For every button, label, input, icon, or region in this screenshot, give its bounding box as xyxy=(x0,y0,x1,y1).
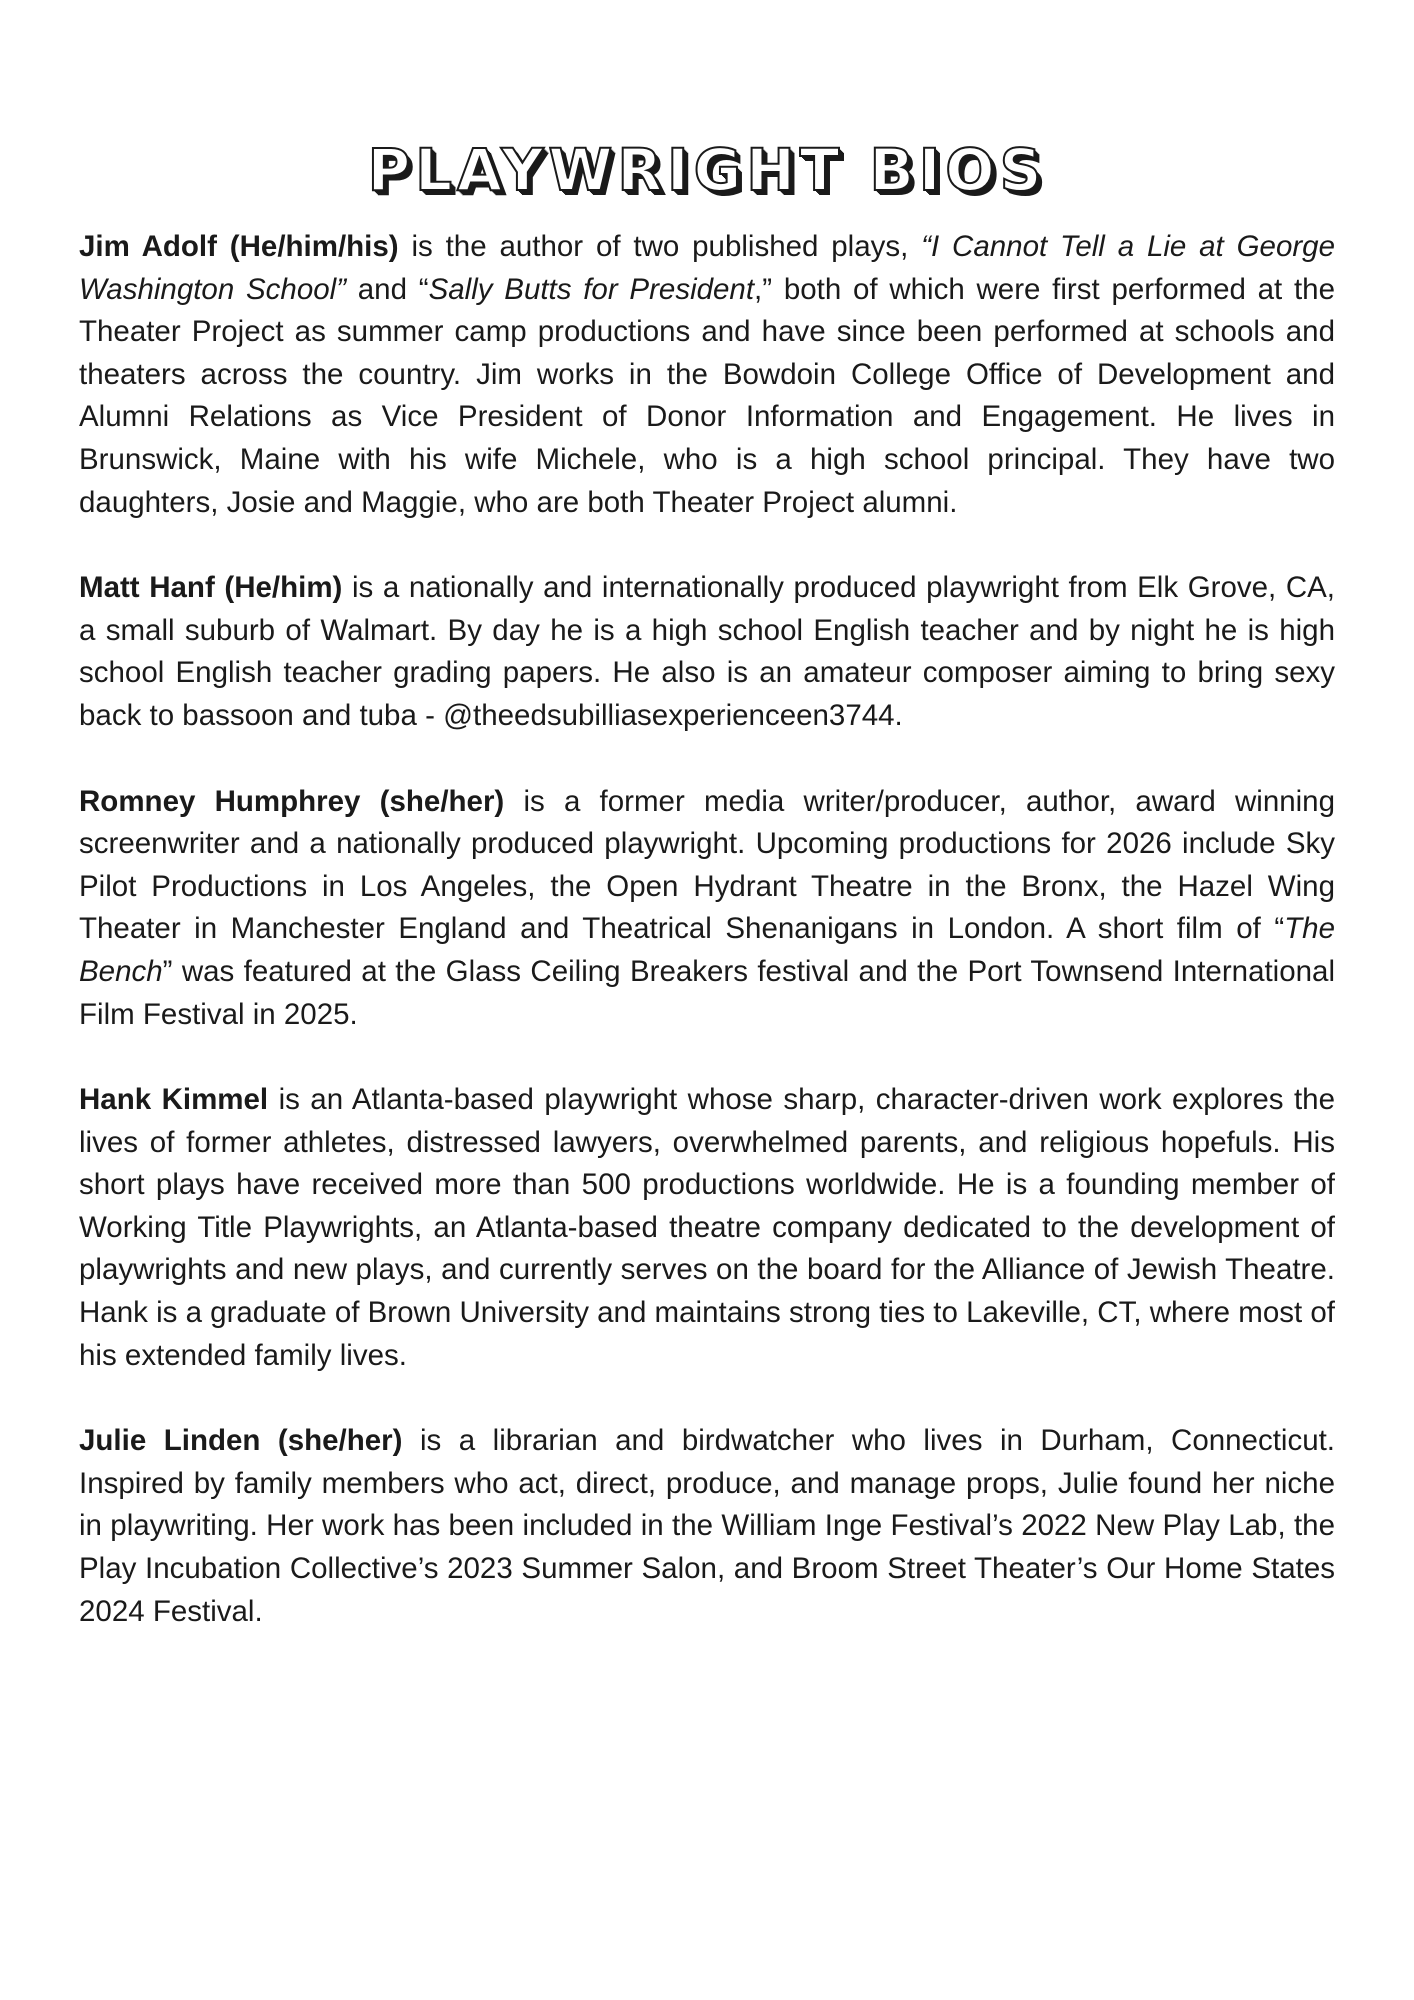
bio-name: Hank Kimmel xyxy=(79,1083,269,1117)
bio-name: Julie Linden (she/her) xyxy=(79,1424,403,1458)
bio-julie-linden xyxy=(79,1420,1335,1633)
page-title: PLAYWRIGHT BIOS xyxy=(367,136,1047,204)
bio-text: is an Atlanta-based playwright whose sharp, character-driven work explores the lives of former athletes, distressed lawyers, overwhelmed parents, and religious hopefuls. His short plays have received more than 500 productions worldwide. He is a founding member of Working Title Playwrights, an Atlanta-based theatre company dedicated to the development of playwrights and new plays, and currently serves on the board for the Alliance of Jewish Theatre. Hank is a graduate of Brown University and maintains strong ties to Lakeville, CT, where most of his extended family lives. xyxy=(79,1083,1335,1372)
bio-text: ” was featured at the Glass Ceiling Breakers festival and the Port Townsend International Film Festival in 2025. xyxy=(79,954,1335,1031)
bio-name: Matt Hanf (He/him) xyxy=(79,571,343,605)
bio-romney-humphrey xyxy=(79,781,1335,1037)
bio-text: is the author of two published plays, xyxy=(398,230,922,263)
bio-name: Jim Adolf (He/him/his) xyxy=(79,230,399,263)
bio-hank-kimmel xyxy=(79,1079,1335,1377)
bio-matt-hanf xyxy=(79,567,1335,737)
bio-jim-adolf xyxy=(79,226,1335,524)
play-title: “I Cannot Tell a Lie at George Washington School” xyxy=(79,230,1335,306)
bio-text: is a librarian and birdwatcher who lives in Durham, Connecticut. Inspired by family members who act, direct, produce, and manage props, Julie found her niche in playwriting. Her work has been included in the William Inge Festival’s 2022 New Play Lab, the Play Incubation Collective’s 2023 Summer Salon, and Broom Street Theater’s Our Home States 2024 Festival. xyxy=(79,1424,1335,1628)
film-title: The Bench xyxy=(79,912,1335,988)
document-page xyxy=(79,130,1335,1676)
bio-text: and “ xyxy=(346,272,429,306)
bio-text: is a nationally and internationally produced playwright from Elk Grove, CA, a small suburb of Walmart. By day he is a high school English teacher and by night he is high school English teacher grading papers. He also is an amateur composer aiming to bring sexy back to bassoon and tuba - @theedsubilliasexperienceen3744. xyxy=(79,571,1335,732)
bio-name: Romney Humphrey (she/her) xyxy=(79,784,505,818)
play-title: Sally Butts for President xyxy=(428,272,755,306)
bio-text: ,” both of which were first performed at the Theater Project as summer camp productions and have since been performed at schools and theaters across the country. Jim works in the Bowdoin College Office of Development and Alumni Relations as Vice President of Donor Information and Engagement. He lives in Brunswick, Maine with his wife Michele, who is a high school principal. They have two daughters, Josie and Maggie, who are both Theater Project alumni. xyxy=(79,272,1335,519)
bio-text: is a former media writer/producer, author, award winning screenwriter and a nationally produced playwright. Upcoming productions for 2026 include Sky Pilot Productions in Los Angeles, the Open Hydrant Theatre in the Bronx, the Hazel Wing Theater in Manchester England and Theatrical Shenanigans in London. A short film of “ xyxy=(79,784,1335,946)
